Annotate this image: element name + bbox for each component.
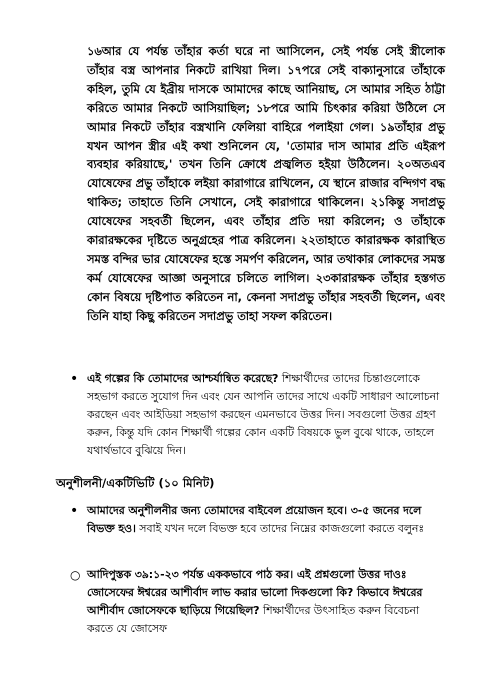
- activity-note: সবাই যখন দলে বিভক্ত হবে তাদের নিম্নের কাজগুলো করতে বলুনঃ: [135, 522, 425, 535]
- activity-prompt: আমাদের অনুশীলনীর জন্য তোমাদের বাইবেল প্রয়োজন হবে। ৩-৫ জনের দলে বিভক্ত হও।: [87, 504, 422, 535]
- bullet-marker: •: [70, 371, 79, 387]
- activity-instruction-text: [87, 502, 448, 538]
- sub-activity-text: [87, 566, 448, 638]
- sub-activity: [70, 566, 448, 638]
- bullet-marker: •: [70, 503, 79, 519]
- teacher-instruction: শিক্ষার্থীদের তাদের চিন্তাগুলোকে সহভাগ করতে সুযোগ দিন এবং যেন আপনি তাদের সাথে একটি সাধারণ আলোচনা করছেন এবং আইডিয়া সহভাগ করছেন এমনভাবে উত্তর দিন। সবগুলো উত্তর গ্রহণ করুন, কিন্তু যদি কোন শিক্ষার্থী গল্পের কোন একটি বিষয়কে ভুল বুঝে থাকে, তাহলে যথার্থভাবে বুঝিয়ে দিন।: [87, 372, 440, 457]
- sub-activity-prompt: আদিপুস্তক ৩৯:১-২৩ পর্যন্ত এককভাবে পাঠ কর। এই প্রশ্নগুলো উত্তর দাওঃ জোসেফের ঈশ্বরের আশীর্বাদ লাভ করার ভালো দিকগুলো কি? কিভাবে ঈশ্বরের আশীর্বাদ জোসেফকে ছাড়িয়ে গিয়েছিল?: [87, 568, 423, 617]
- scripture-passage: ১৬আর যে পর্যন্ত তাঁহার কর্তা ঘরে না আসিলেন, সেই পর্যন্ত সেই স্ত্রীলোক তাঁহার বস্ত্র আপনার নিকটে রাখিয়া দিল। ১৭পরে সেই বাক্যানুসারে তাঁহাকে কহিল, তুমি যে ইব্রীয় দাসকে আমাদের কাছে আনিয়াছ, সে আমার সহিত ঠাট্টা করিতে আমার নিকটে আসিয়াছিল; ১৮পরে আমি চিৎকার করিয়া উঠিলে সে আমার নিকটে তাঁহার বস্ত্রখানি ফেলিয়া বাহিরে পলাইয়া গেল। ১৯তাঁহার প্রভু যখন আপন স্ত্রীর এই কথা শুনিলেন যে, 'তোমার দাস আমার প্রতি এইরূপ ব্যবহার করিয়াছে,' তখন তিনি ক্রোধে প্রজ্বলিত হইয়া উঠিলেন। ২০অতএব যোষেফের প্রভু তাঁহাকে লইয়া কারাগারে রাখিলেন, যে স্থানে রাজার বন্দিগণ বদ্ধ থাকিত; তাহাতে তিনি সেখানে, সেই কারাগারে থাকিলেন। ২১কিন্তু সদাপ্রভু যোষেফের সহবর্তী ছিলেন, এবং তাঁহার প্রতি দয়া করিলেন; ও তাঁহাকে কারারক্ষকের দৃষ্টিতে অনুগ্রহের পাত্র করিলেন। ২২তাহাতে কারারক্ষক কারাস্থিত সমস্ত বন্দির ভার যোষেফের হস্তে সমর্পণ করিলেন, আর তথাকার লোকদের সমস্ত কর্ম যোষেফের আজ্ঞা অনুসারে চলিতে লাগিল। ২৩কারারক্ষক তাঁহার হস্তগত কোন বিষয়ে দৃষ্টিপাত করিতেন না, কেননা সদাপ্রভু তাঁহার সহবর্তী ছিলেন, এবং তিনি যাহা কিছু করিতেন সদাপ্রভু তাহা সফল করিতেন।: [87, 44, 445, 323]
- section-heading: অনুশীলনী/একটিভিটি (১০ মিনিট): [56, 476, 215, 490]
- discussion-question-text: [87, 370, 448, 460]
- activity-instruction: [70, 502, 448, 538]
- question-prompt: এই গল্পের কি তোমাদের আশ্চর্যান্বিত করেছে?: [87, 372, 279, 385]
- sub-activity-note: শিক্ষার্থীদের উৎসাহিত করুন বিবেচনা করতে যে জোসেফ: [87, 604, 420, 635]
- sub-bullet-marker: ○: [70, 568, 81, 582]
- discussion-question: [70, 370, 448, 460]
